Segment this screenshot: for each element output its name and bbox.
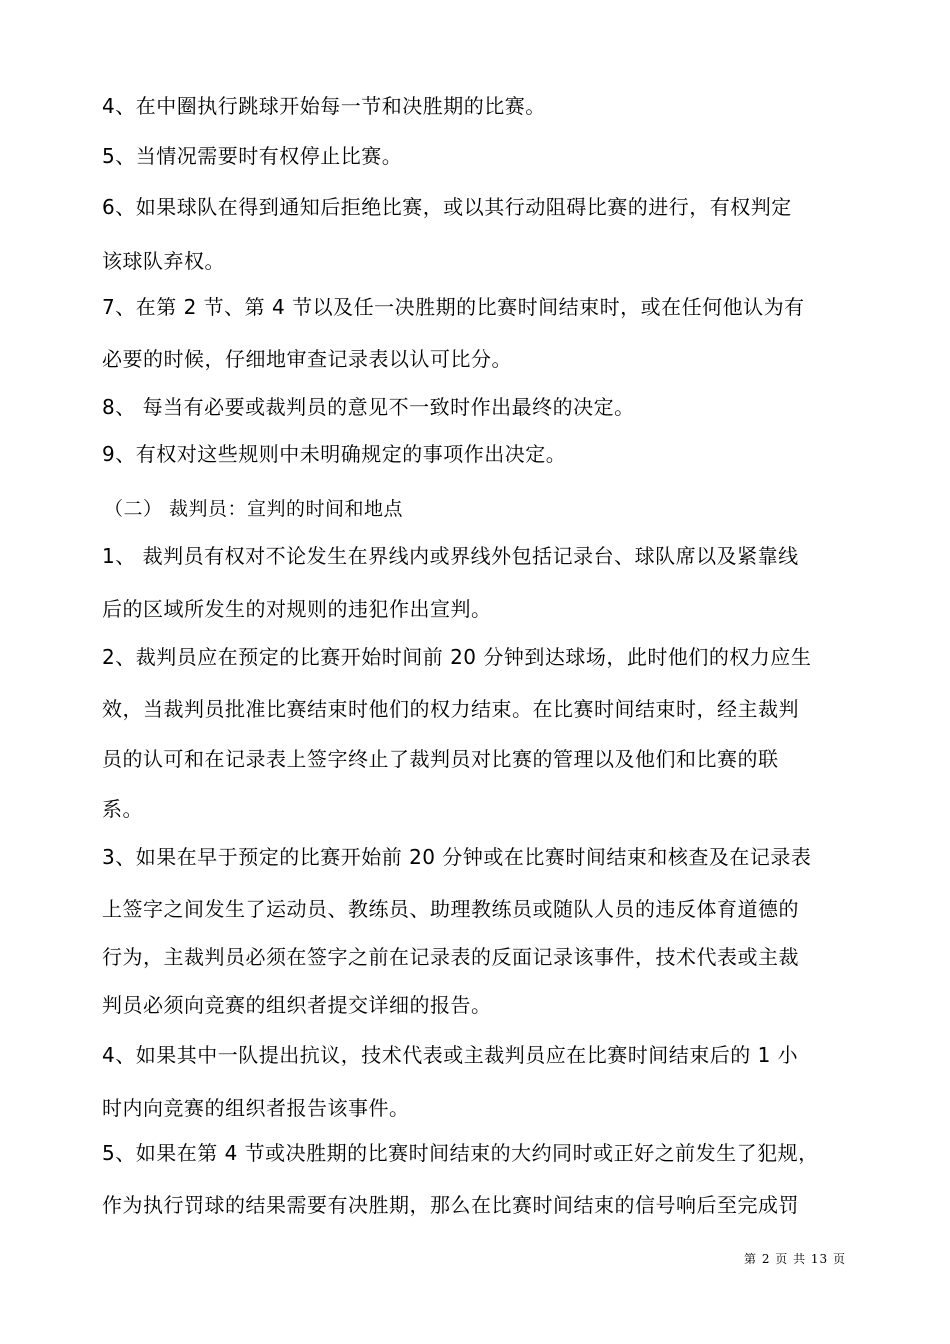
text-line: 上签字之间发生了运动员、教练员、助理教练员或随队人员的违反体育道德的 xyxy=(102,897,799,921)
text-line: 7、在第 2 节、第 4 节以及任一决胜期的比赛时间结束时，或在任何他认为有 xyxy=(102,295,805,319)
text-line: 5、如果在第 4 节或决胜期的比赛时间结束的大约同时或正好之前发生了犯规， xyxy=(102,1141,819,1165)
text-line: 3、如果在早于预定的比赛开始前 20 分钟或在比赛时间结束和核查及在记录表 xyxy=(102,845,812,869)
text-line: 9、有权对这些规则中未明确规定的事项作出决定。 xyxy=(102,442,567,466)
text-line: 1、 裁判员有权对不论发生在界线内或界线外包括记录台、球队席以及紧靠线 xyxy=(102,544,799,568)
text-line: 后的区域所发生的对规则的违犯作出宣判。 xyxy=(102,597,492,621)
text-line: 作为执行罚球的结果需要有决胜期，那么在比赛时间结束的信号响后至完成罚 xyxy=(102,1193,799,1217)
text-line: 8、 每当有必要或裁判员的意见不一致时作出最终的决定。 xyxy=(102,395,635,419)
text-line: 时内向竞赛的组织者报告该事件。 xyxy=(102,1096,410,1120)
text-line: 判员必须向竞赛的组织者提交详细的报告。 xyxy=(102,993,492,1017)
text-line: 4、在中圈执行跳球开始每一节和决胜期的比赛。 xyxy=(102,94,546,118)
text-line: 系。 xyxy=(102,797,143,821)
text-line: 5、当情况需要时有权停止比赛。 xyxy=(102,144,403,168)
text-line: 员的认可和在记录表上签字终止了裁判员对比赛的管理以及他们和比赛的联 xyxy=(102,747,779,771)
page-number-footer: 第 2 页 共 13 页 xyxy=(744,1252,846,1266)
section-heading: （二） 裁判员：宣判的时间和地点 xyxy=(104,498,404,520)
text-line: 6、如果球队在得到通知后拒绝比赛，或以其行动阻碍比赛的进行，有权判定 xyxy=(102,195,792,219)
text-line: 2、裁判员应在预定的比赛开始时间前 20 分钟到达球场，此时他们的权力应生 xyxy=(102,645,812,669)
text-line: 4、如果其中一队提出抗议，技术代表或主裁判员应在比赛时间结束后的 1 小 xyxy=(102,1043,799,1067)
text-line: 行为，主裁判员必须在签字之前在记录表的反面记录该事件，技术代表或主裁 xyxy=(102,945,799,969)
text-line: 效，当裁判员批准比赛结束时他们的权力结束。在比赛时间结束时，经主裁判 xyxy=(102,697,799,721)
text-line: 必要的时候，仔细地审查记录表以认可比分。 xyxy=(102,347,512,371)
text-line: 该球队弃权。 xyxy=(102,249,225,273)
